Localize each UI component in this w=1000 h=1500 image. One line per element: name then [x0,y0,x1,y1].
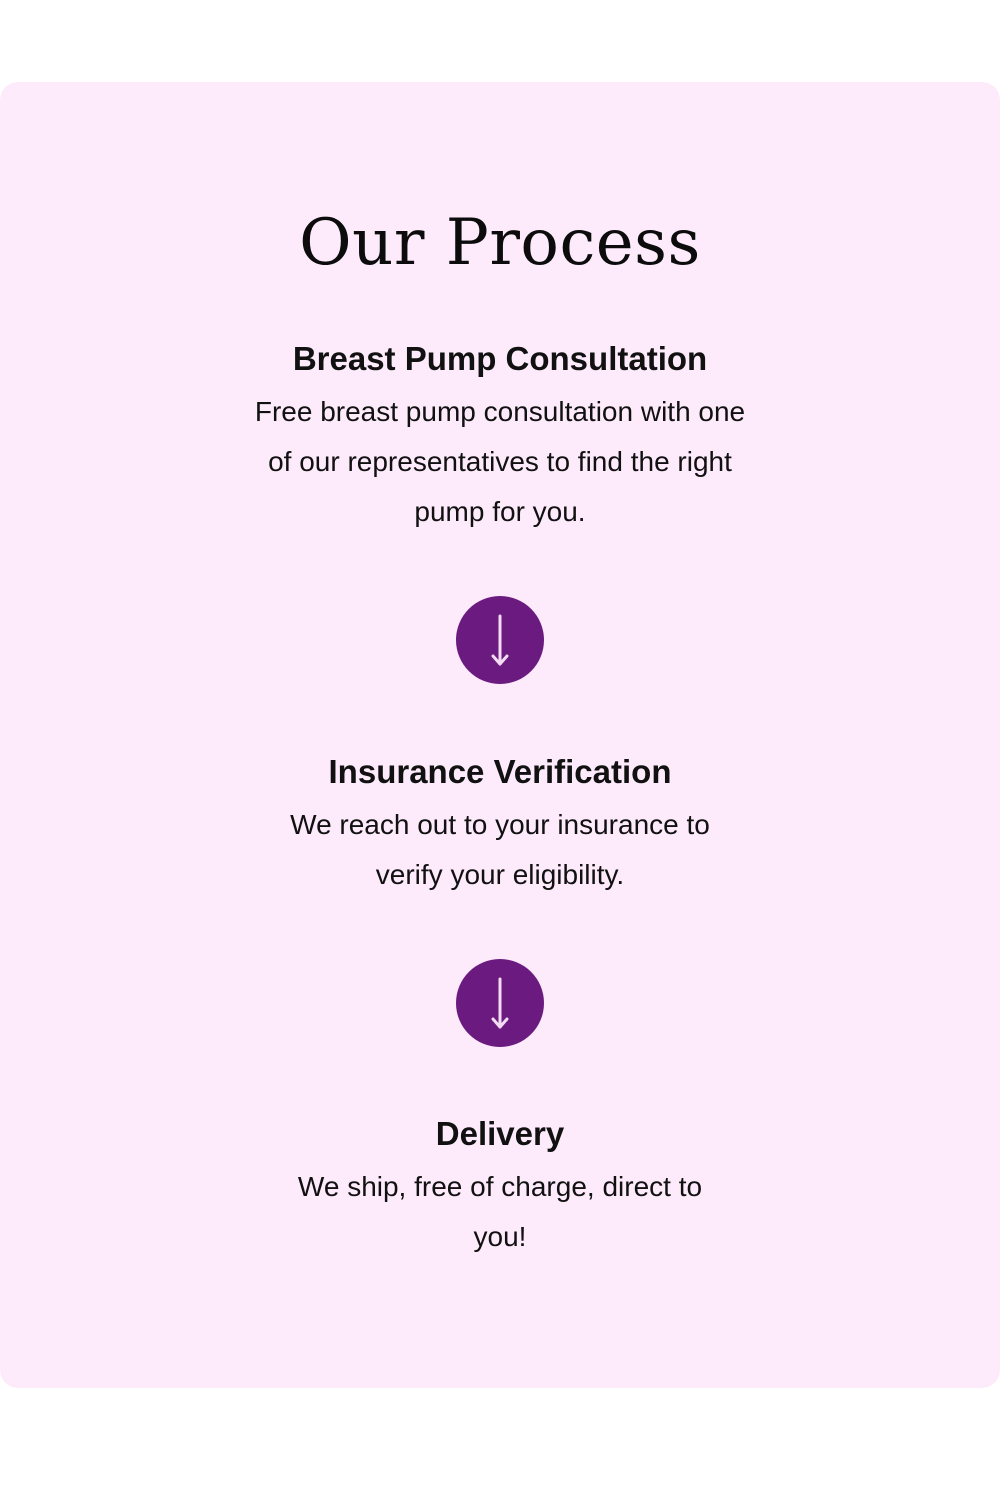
process-card [0,82,1000,1388]
step-insurance [0,750,1000,900]
step-description: Free breast pump consultation with one of our representatives to find the right pump for you. [254,396,746,527]
step-consultation [0,337,1000,537]
arrow-down-icon [456,596,544,684]
step-description: We ship, free of charge, direct to you! [297,1171,703,1252]
step-title: Delivery [435,1115,565,1152]
step-delivery [0,1112,1000,1262]
arrow-down-icon [456,959,544,1047]
page-title: Our Process [299,205,701,280]
step-title: Breast Pump Consultation [292,340,708,377]
step-title: Insurance Verification [328,753,672,790]
step-description: We reach out to your insurance to verify your eligibility. [290,809,710,890]
